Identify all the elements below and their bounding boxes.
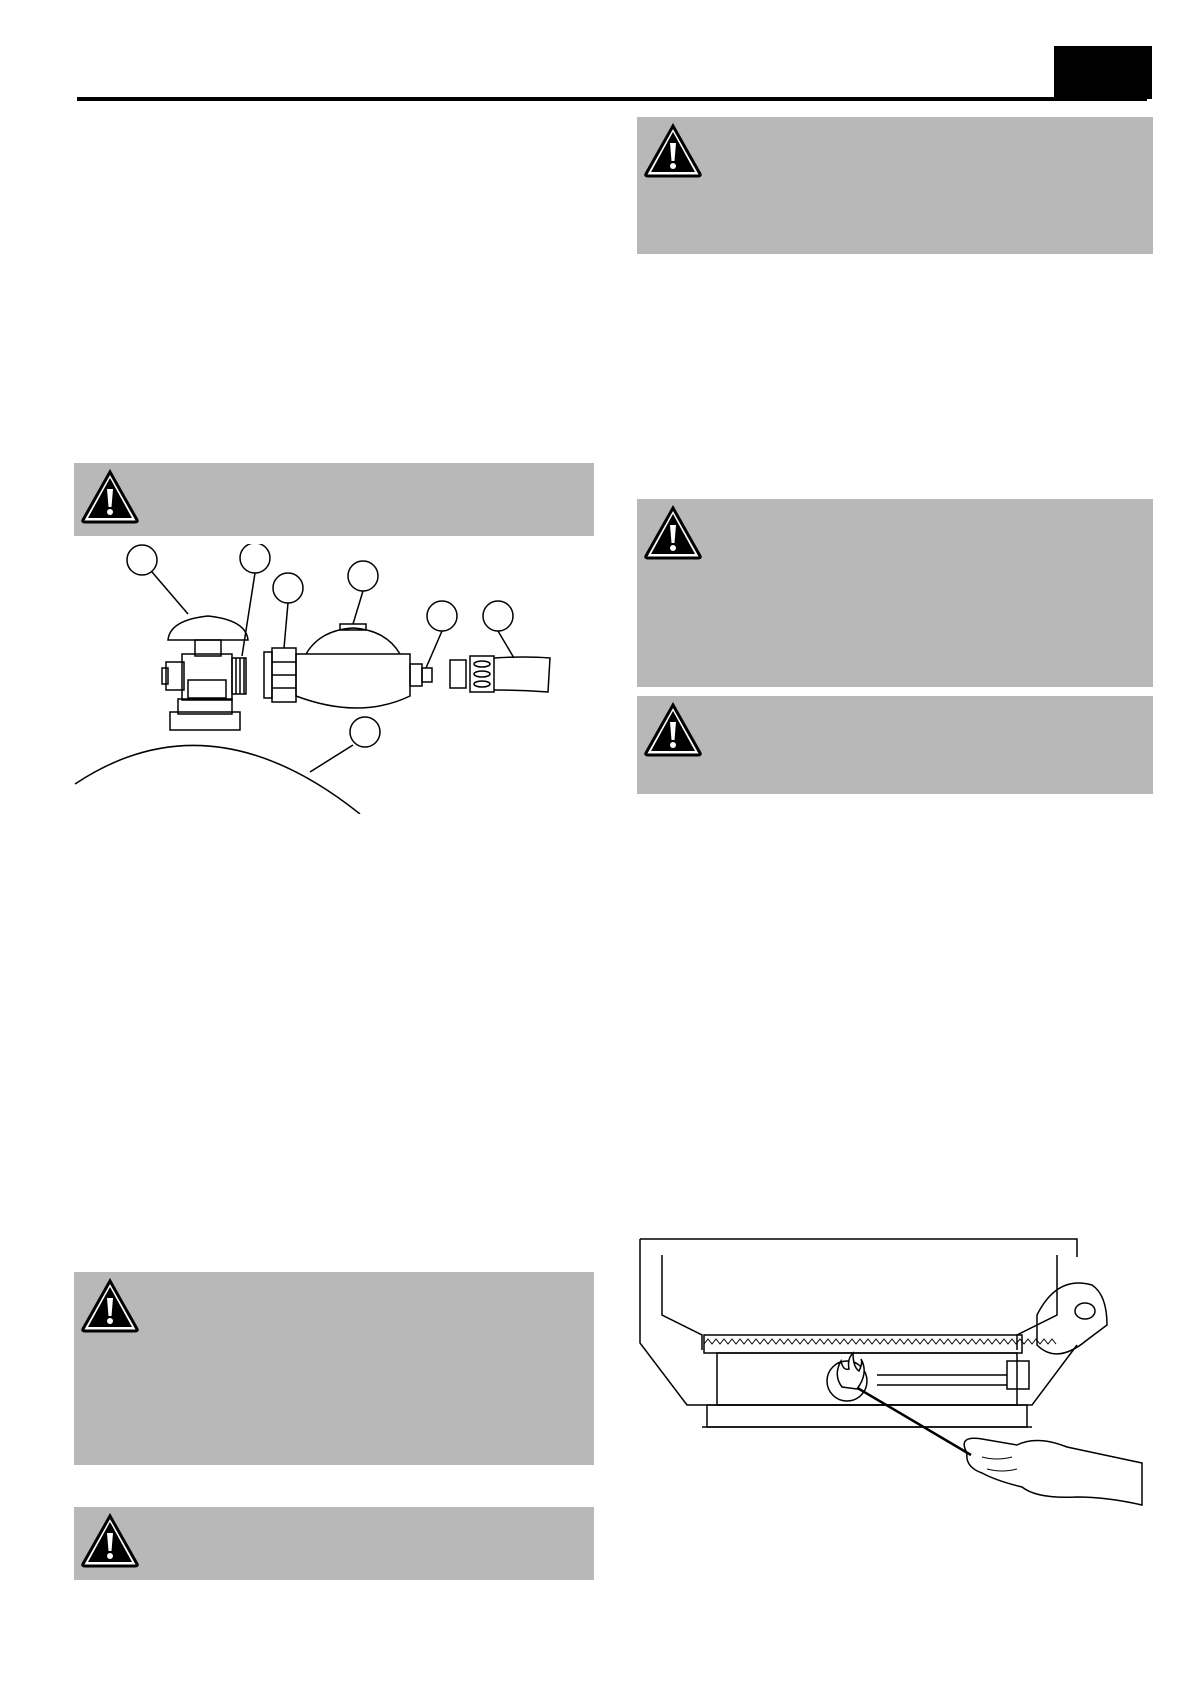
warning-triangle-icon (80, 1513, 140, 1569)
connector-washer (264, 652, 272, 698)
warning-box-right-top (637, 117, 1153, 254)
housing-left-inner (662, 1255, 702, 1350)
regulator-diagram (70, 544, 580, 814)
regulator-body (296, 654, 410, 708)
match-stick (849, 1383, 971, 1455)
valve-lower (188, 680, 226, 698)
hand (964, 1438, 1142, 1505)
burner-ignition-illustration (637, 1235, 1152, 1510)
hose (494, 657, 550, 692)
regulator-outlet (410, 664, 422, 686)
valve-handwheel (168, 616, 248, 640)
warning-triangle-icon (643, 123, 703, 179)
regulator-dome (306, 628, 400, 654)
warning-triangle-icon (80, 1278, 140, 1334)
warning-box-right-mid (637, 499, 1153, 687)
hose-clamp (450, 660, 466, 688)
warning-box-left-2 (74, 1272, 594, 1465)
warning-triangle-icon (80, 469, 140, 525)
heater-top-edge (640, 1239, 1077, 1257)
callout-markers (127, 544, 513, 747)
cylinder-outline (75, 745, 360, 814)
header-rule (77, 97, 1147, 101)
regulator-nozzle (422, 668, 432, 682)
valve-body (182, 654, 232, 700)
heater-base (707, 1405, 1027, 1427)
warning-box-right-2 (637, 696, 1153, 794)
warning-triangle-icon (643, 505, 703, 561)
page-number-tab (1054, 46, 1152, 99)
pilot-assembly (1007, 1361, 1029, 1389)
warning-box-left-1 (74, 463, 594, 536)
valve-side-cap (162, 668, 168, 684)
warning-triangle-icon (643, 702, 703, 758)
flame-icon (837, 1353, 864, 1389)
warning-box-left-3 (74, 1507, 594, 1580)
